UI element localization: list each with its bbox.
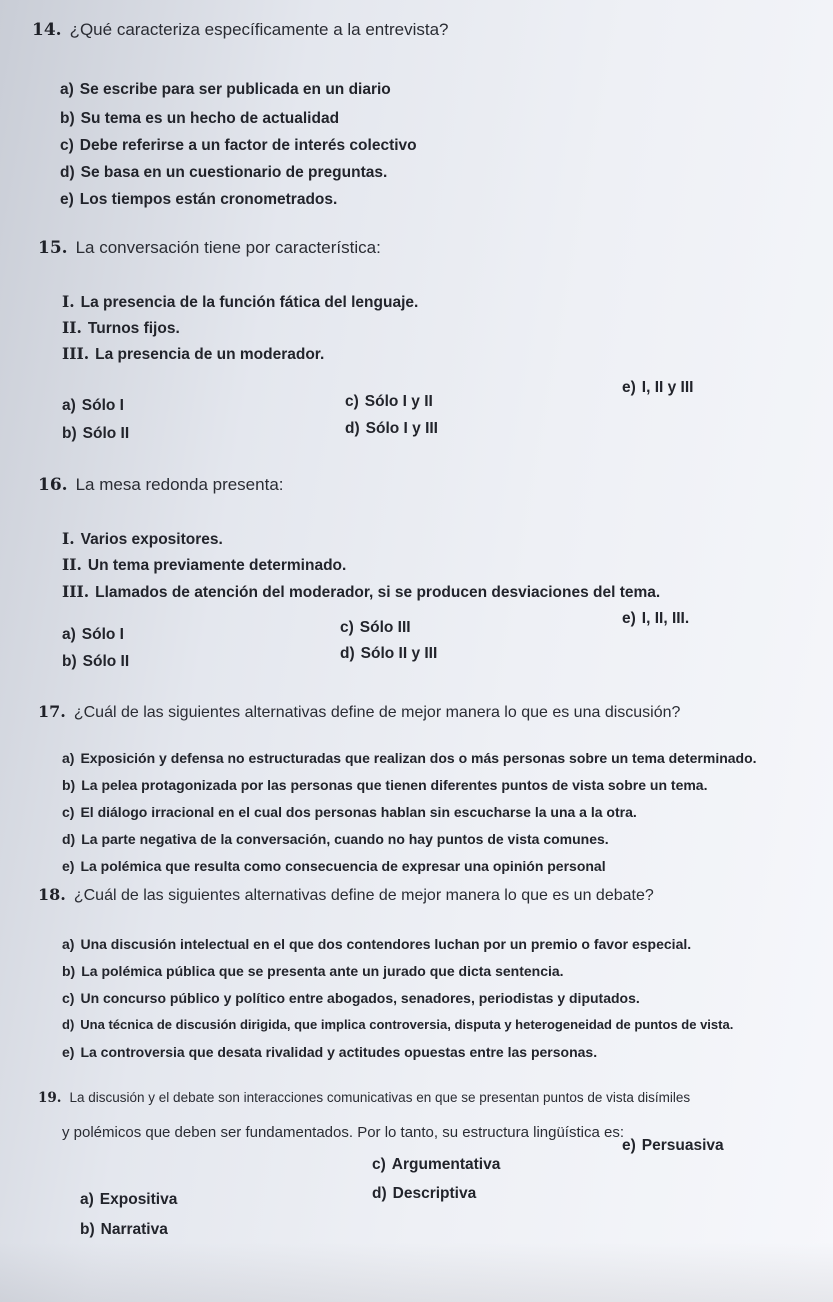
q14-option-a[interactable]: a) Se escribe para ser publicada en un diario — [60, 81, 391, 98]
q18-option-c[interactable]: c) Un concurso público y político entre abogados, senadores, periodistas y diputados. — [62, 990, 640, 1006]
question-16-title: 16. La mesa redonda presenta: — [38, 475, 284, 495]
q14-option-b[interactable]: b) Su tema es un hecho de actualidad — [60, 110, 340, 127]
question-14-title: 14. ¿Qué caracteriza específicamente a la entrevista? — [32, 20, 449, 40]
q15-option-c[interactable]: c) Sólo I y II — [345, 393, 433, 410]
q17-option-a[interactable]: a) Exposición y defensa no estructuradas que realizan dos o más personas sobre un tema determinado. — [62, 750, 757, 766]
q16-option-b[interactable]: b) Sólo II — [62, 653, 130, 670]
q16-option-e[interactable]: e) I, II, III. — [622, 610, 690, 627]
q19-option-e[interactable]: e) Persuasiva — [622, 1137, 724, 1154]
q19-option-c[interactable]: c) Argumentativa — [372, 1156, 501, 1173]
q15-statement-1: I. La presencia de la función fática del lenguaje. — [62, 292, 419, 311]
q17-option-c[interactable]: c) El diálogo irracional en el cual dos personas hablan sin escucharse la una a la otra. — [62, 804, 637, 820]
q16-statement-2: II. Un tema previamente determinado. — [62, 555, 347, 574]
question-19-title-line2: y polémicos que deben ser fundamentados. Por lo tanto, su estructura lingüística es: — [62, 1124, 624, 1141]
q14-option-c[interactable]: c) Debe referirse a un factor de interés colectivo — [60, 137, 417, 154]
question-number: 18. — [38, 885, 66, 904]
q14-option-d[interactable]: d) Se basa en un cuestionario de preguntas. — [60, 164, 388, 181]
q16-option-c[interactable]: c) Sólo III — [340, 619, 411, 636]
q19-option-b[interactable]: b) Narrativa — [80, 1221, 168, 1238]
q18-option-e[interactable]: e) La controversia que desata rivalidad y actitudes opuestas entre las personas. — [62, 1044, 598, 1060]
q17-option-b[interactable]: b) La pelea protagonizada por las personas que tienen diferentes puntos de vista sobre un tema. — [62, 777, 708, 793]
q15-option-e[interactable]: e) I, II y III — [622, 379, 694, 396]
q18-option-d[interactable]: d) Una técnica de discusión dirigida, que implica controversia, disputa y heterogeneidad de puntos de vista. — [62, 1017, 734, 1032]
q14-option-e[interactable]: e) Los tiempos están cronometrados. — [60, 191, 338, 208]
q15-option-a[interactable]: a) Sólo I — [62, 397, 124, 414]
question-number: 19. — [38, 1090, 62, 1106]
q15-option-d[interactable]: d) Sólo I y III — [345, 420, 438, 437]
page-bottom-shadow — [0, 1242, 833, 1302]
question-number: 17. — [38, 702, 66, 721]
question-17-title: 17. ¿Cuál de las siguientes alternativas define de mejor manera lo que es una discusión? — [38, 702, 681, 721]
question-18-title: 18. ¿Cuál de las siguientes alternativas define de mejor manera lo que es un debate? — [38, 885, 654, 904]
question-number: 14. — [32, 20, 62, 40]
q16-option-d[interactable]: d) Sólo II y III — [340, 645, 438, 662]
q17-option-e[interactable]: e) La polémica que resulta como consecuencia de expresar una opinión personal — [62, 858, 606, 874]
q16-option-a[interactable]: a) Sólo I — [62, 626, 124, 643]
q15-statement-2: II. Turnos fijos. — [62, 318, 180, 337]
question-number: 15. — [38, 238, 68, 258]
question-15-title: 15. La conversación tiene por característica: — [38, 238, 381, 258]
q17-option-d[interactable]: d) La parte negativa de la conversación, cuando no hay puntos de vista comunes. — [62, 831, 609, 847]
q15-statement-3: III. La presencia de un moderador. — [62, 344, 325, 363]
question-number: 16. — [38, 475, 68, 495]
q16-statement-3: III. Llamados de atención del moderador, si se producen desviaciones del tema. — [62, 582, 661, 601]
question-19-title-line1: 19. La discusión y el debate son interacciones comunicativas en que se presentan puntos de vista disímiles — [38, 1090, 691, 1106]
q18-option-a[interactable]: a) Una discusión intelectual en el que dos contendores luchan por un premio o favor especial. — [62, 936, 692, 952]
bleed-through-text — [503, 60, 803, 260]
q16-statement-1: I. Varios expositores. — [62, 529, 223, 548]
q18-option-b[interactable]: b) La polémica pública que se presenta ante un jurado que dicta sentencia. — [62, 963, 564, 979]
q19-option-a[interactable]: a) Expositiva — [80, 1191, 178, 1208]
q15-option-b[interactable]: b) Sólo II — [62, 425, 130, 442]
q19-option-d[interactable]: d) Descriptiva — [372, 1185, 477, 1202]
